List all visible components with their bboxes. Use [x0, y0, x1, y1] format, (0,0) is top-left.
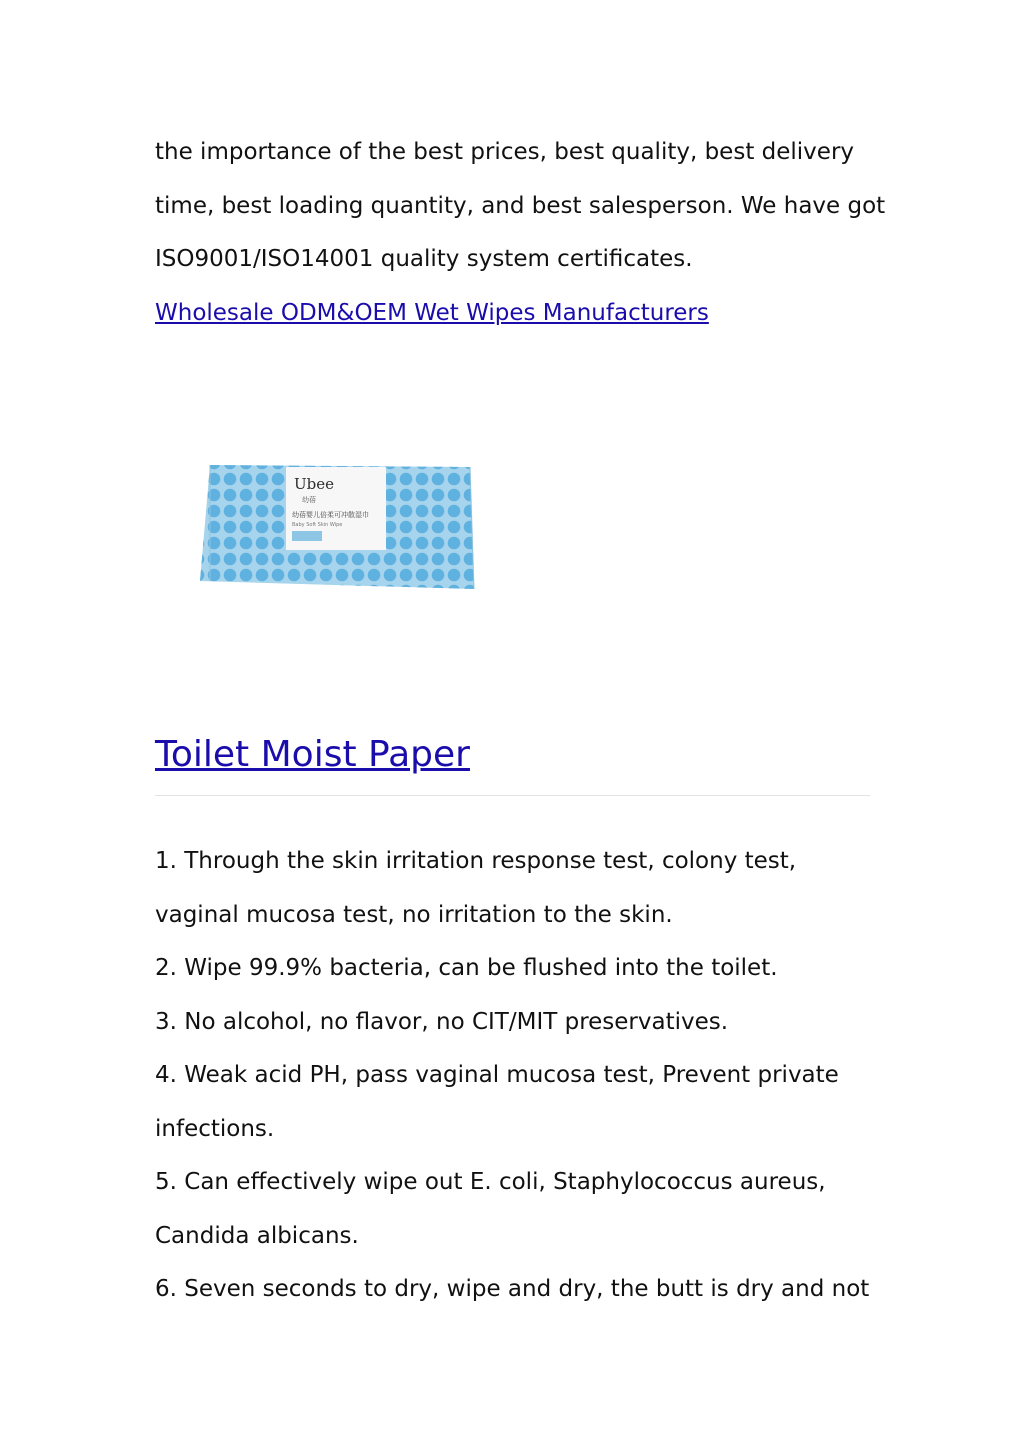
intro-line: time, best loading quantity, and best salesperson. We have got — [155, 192, 886, 219]
heading-divider — [155, 795, 870, 796]
feature-line: 3. No alcohol, no flavor, no CIT/MIT preservatives. — [155, 1008, 729, 1035]
feature-line: Candida albicans. — [155, 1222, 359, 1249]
intro-line: the importance of the best prices, best quality, best delivery — [155, 139, 855, 165]
section-heading — [155, 725, 470, 785]
feature-line: 1. Through the skin irritation response test, colony test, — [155, 848, 797, 874]
features-list — [155, 835, 870, 1317]
product-brand: Ubee — [294, 475, 334, 493]
toilet-moist-paper-link[interactable]: Toilet Moist Paper — [155, 734, 470, 775]
product-brand-cn: 幼蓓 — [302, 496, 316, 504]
intro-line: ISO9001/ISO14001 quality system certificates. — [155, 246, 693, 272]
feature-line: 5. Can effectively wipe out E. coli, Staphylococcus aureus, — [155, 1169, 826, 1195]
feature-line: 6. Seven seconds to dry, wipe and dry, the butt is dry and not — [155, 1276, 870, 1302]
feature-line: infections. — [155, 1115, 275, 1142]
feature-line: 4. Weak acid PH, pass vaginal mucosa test, Prevent private — [155, 1062, 839, 1088]
manufacturers-link-line — [155, 287, 870, 341]
wholesale-manufacturers-link[interactable]: Wholesale ODM&OEM Wet Wipes Manufacturers — [155, 299, 709, 326]
feature-line: 2. Wipe 99.9% bacteria, can be flushed into the toilet. — [155, 955, 778, 981]
product-name-cn: 幼蓓婴儿倍柔可冲散湿巾 — [292, 511, 369, 519]
wet-wipes-product-image — [190, 455, 480, 600]
feature-line: vaginal mucosa test, no irritation to the skin. — [155, 901, 673, 928]
product-name-en: Baby Soft Skin Wipe — [292, 522, 343, 528]
intro-paragraph — [155, 126, 886, 340]
